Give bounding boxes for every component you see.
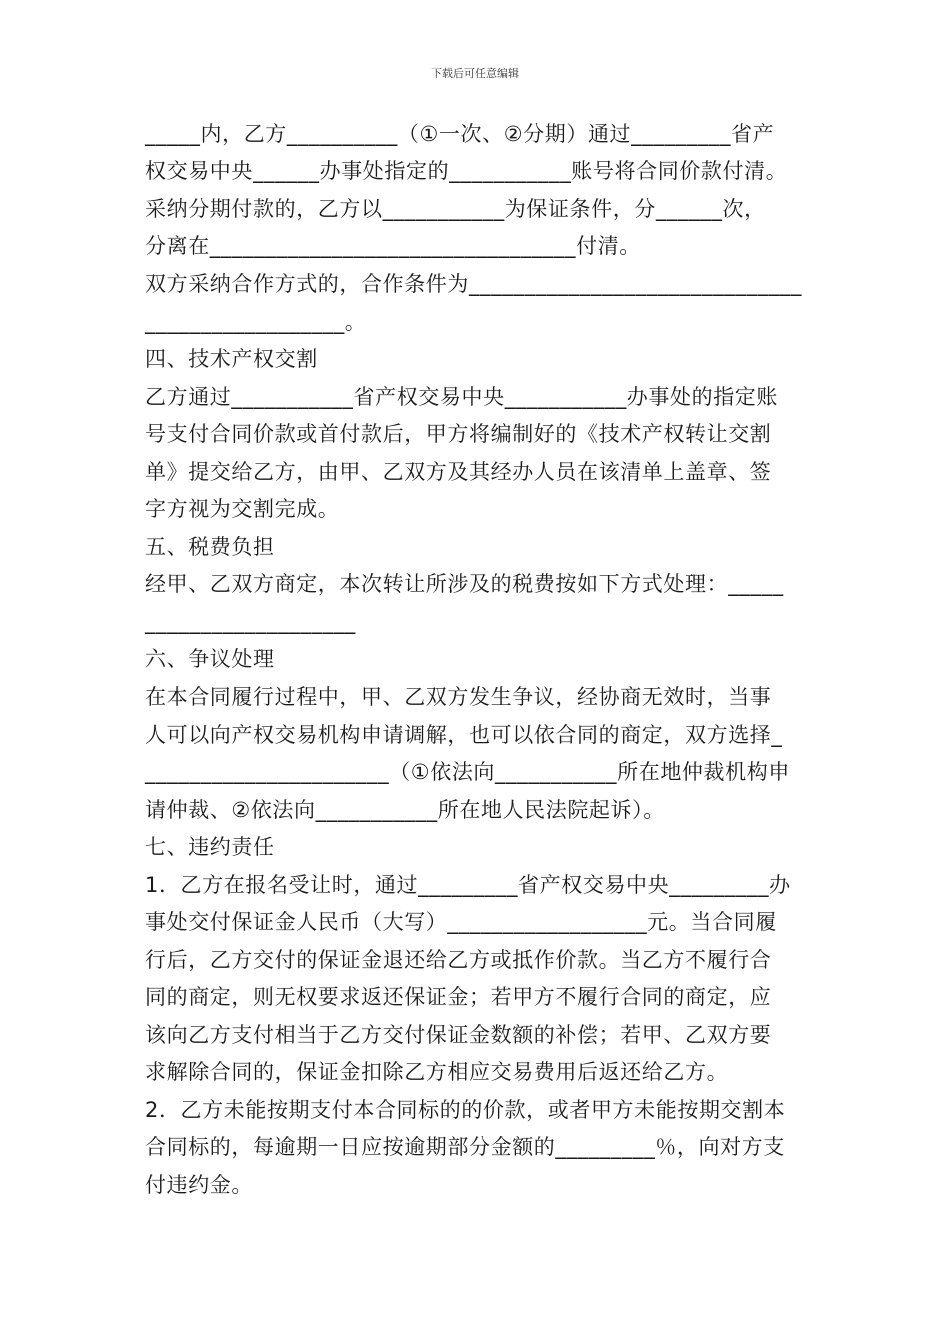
text-line: 事处交付保证金人民币（大写）__________________元。当合同履: [145, 910, 777, 934]
text-line: 号支付合同价款或首付款后，甲方将编制好的《技术产权转让交割: [145, 422, 772, 446]
text-line: 经甲、乙双方商定，本次转让所涉及的税费按如下方式处理：_____: [145, 572, 784, 596]
text-line: 乙方通过___________省产权交易中央___________办事处的指定账: [145, 385, 778, 409]
text-line: 合同标的，每逾期一日应按逾期部分金额的_________％，向对方支: [145, 1135, 785, 1159]
text-line: 行后，乙方交付的保证金退还给乙方或抵作价款。当乙方不履行合: [145, 948, 772, 972]
text-line: 采纳分期付款的，乙方以___________为保证条件，分______次，: [145, 197, 766, 221]
text-line: 付违约金。: [145, 1173, 253, 1197]
text-line: 权交易中央______办事处指定的___________账号将合同价款付清。: [145, 159, 788, 183]
text-line: 1．乙方在报名受让时，通过_________省产权交易中央_________办: [145, 873, 791, 897]
text-line: 该向乙方支付相当于乙方交付保证金数额的补偿；若甲、乙双方要: [145, 1023, 772, 1047]
text-line: 在本合同履行过程中，甲、乙双方发生争议，经协商无效时，当事: [145, 685, 772, 709]
text-line: _____内，乙方__________（①一次、②分期）通过_________省产: [145, 122, 775, 146]
text-line: 五、税费负担: [145, 535, 275, 559]
text-line: __________________。: [145, 310, 367, 334]
text-line: 求解除合同的，保证金扣除乙方相应交易费用后返还给乙方。: [145, 1060, 729, 1084]
text-line: 人可以向产权交易机构申请调解，也可以依合同的商定，双方选择_: [145, 723, 783, 747]
text-line: 七、违约责任: [145, 835, 275, 859]
text-line: 请仲裁、②依法向___________所在地人民法院起诉）。: [145, 798, 665, 822]
text-line: 单》提交给乙方，由甲、乙双方及其经办人员在该清单上盖章、签: [145, 460, 772, 484]
text-line: 同的商定，则无权要求返还保证金；若甲方不履行合同的商定，应: [145, 985, 772, 1009]
text-line: ___________________: [145, 610, 356, 634]
text-line: 六、争议处理: [145, 647, 275, 671]
text-line: 四、技术产权交割: [145, 347, 318, 371]
text-line: 分离在_________________________________付清。: [145, 234, 641, 258]
text-line: 2．乙方未能按期支付本合同标的的价款，或者甲方未能按期交割本: [145, 1098, 786, 1122]
text-line: ______________________（①依法向___________所在地仲裁机构申: [145, 760, 790, 784]
text-line: 双方采纳合作方式的，合作条件为______________________________: [145, 272, 802, 296]
text-line: 字方视为交割完成。: [145, 497, 340, 521]
page-header: 下载后可任意编辑: [431, 67, 519, 80]
